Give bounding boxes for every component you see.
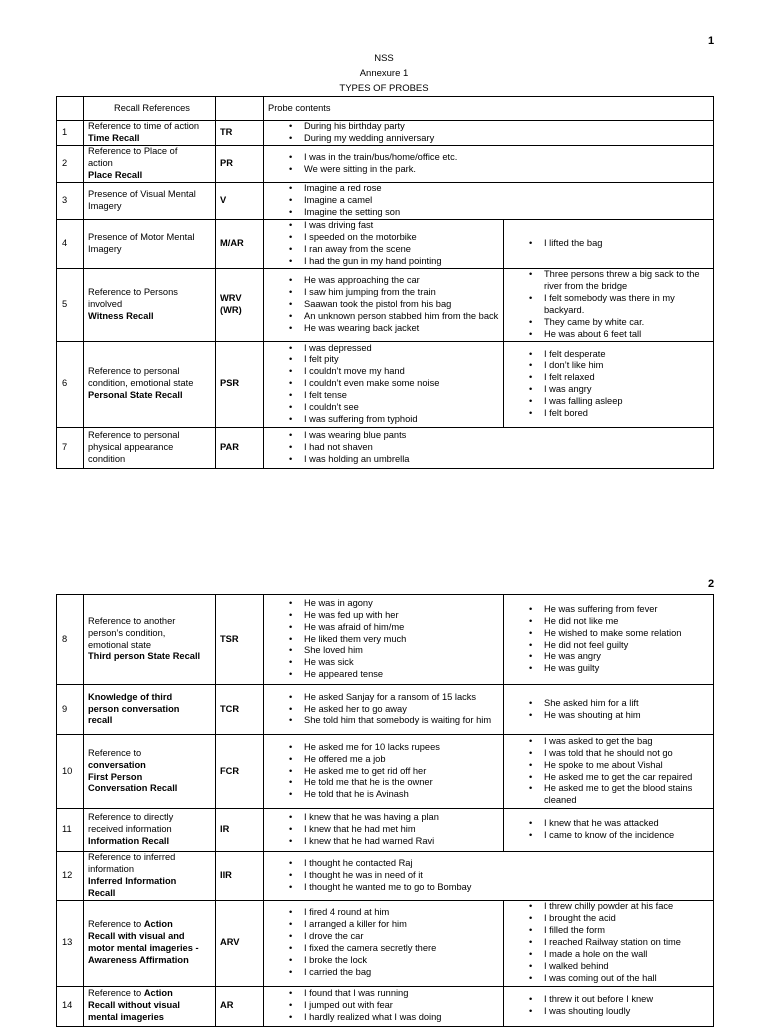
reference-line: Reference to (88, 747, 142, 758)
probe-item: • During my wedding anniversary (268, 133, 709, 145)
recall-code (216, 852, 264, 901)
probe-item: • I saw him jumping from the train (268, 287, 499, 299)
probe-item: • He was guilty (508, 663, 709, 675)
recall-code-line: (WR) (220, 304, 242, 315)
probe-item: • I had not shaven (268, 442, 709, 454)
recall-type-label: Recall (88, 887, 116, 898)
probe-item: • He spoke to me about Vishal (508, 760, 709, 772)
recall-code-line: FCR (220, 765, 240, 776)
reference-line: physical appearance (88, 441, 174, 452)
probe-item: • He asked me to get the car repaired (508, 772, 709, 784)
recall-code (216, 146, 264, 183)
table-row (57, 427, 714, 468)
reference-line (88, 988, 211, 1000)
reference-line: Reference to time of action (88, 121, 200, 132)
probe-contents-col2 (504, 268, 714, 341)
probe-item: • She loved him (268, 645, 499, 657)
recall-reference (84, 427, 216, 468)
reference-bold-text: Action (143, 919, 173, 930)
probe-contents-col2 (504, 809, 714, 852)
probe-item: • She asked him for a lift (508, 698, 709, 710)
recall-type-label: Recall without visual (88, 1000, 180, 1011)
recall-code-line: PR (220, 157, 233, 168)
recall-reference (84, 146, 216, 183)
recall-type-label: Conversation Recall (88, 783, 178, 794)
probe-contents-col1 (264, 900, 504, 986)
probe-item: • I felt relaxed (508, 372, 709, 384)
row-number: 7 (57, 427, 84, 468)
row-number: 14 (57, 986, 84, 1026)
recall-code-line: TSR (220, 633, 239, 644)
probe-item: • He asked her to go away (268, 704, 499, 716)
recall-type-label: Recall with visual and (88, 931, 185, 942)
probe-contents-col2 (504, 595, 714, 685)
probe-list (508, 736, 709, 807)
probes-table-2 (56, 594, 714, 1027)
probe-item: • I felt pity (268, 354, 499, 366)
probe-list (508, 818, 709, 842)
probe-item: • He was shouting at him (508, 710, 709, 722)
table-row (57, 268, 714, 341)
probe-item: • I knew that he had met him (268, 824, 499, 836)
probe-list (268, 152, 709, 176)
recall-code (216, 735, 264, 809)
table-row (57, 852, 714, 901)
table-row (57, 595, 714, 685)
probe-item: • I lifted the bag (508, 238, 709, 250)
reference-line: Reference to directly (88, 812, 174, 823)
recall-code (216, 219, 264, 268)
probe-item: • I fired 4 round at him (268, 907, 499, 919)
probe-item: • He offered me a job (268, 754, 499, 766)
recall-code-line: TCR (220, 703, 240, 714)
probe-contents-col1 (264, 852, 714, 901)
recall-type-label: Place Recall (88, 169, 143, 180)
probe-item: • I couldn’t see (268, 402, 499, 414)
probe-item: • He told me that he is the owner (268, 777, 499, 789)
recall-reference (84, 121, 216, 146)
reference-line: involved (88, 298, 123, 309)
recall-code (216, 595, 264, 685)
table-heading: TYPES OF PROBES (339, 83, 429, 94)
reference-line: Presence of Visual Mental (88, 188, 196, 199)
recall-code-line: AR (220, 1000, 234, 1011)
probe-item: • I thought he contacted Raj (268, 858, 709, 870)
probe-contents-col1 (264, 427, 714, 468)
recall-type-label: Information Recall (88, 835, 170, 846)
probe-list (268, 121, 709, 145)
probe-item: • I knew that he had warned Ravi (268, 836, 499, 848)
recall-type-label: motor mental imageries - (88, 943, 199, 954)
recall-code-line: WRV (220, 292, 242, 303)
recall-code (216, 685, 264, 735)
reference-line: Reference to personal (88, 429, 180, 440)
recall-type-label: person conversation (88, 703, 180, 714)
row-number: 13 (57, 900, 84, 986)
reference-line: information (88, 863, 134, 874)
probe-item: • I jumped out with fear (268, 1000, 499, 1012)
probe-item: • I was told that he should not go (508, 748, 709, 760)
page-number-2: 2 (708, 578, 715, 590)
recall-reference (84, 341, 216, 427)
probe-item: • I was falling asleep (508, 396, 709, 408)
probe-list (268, 692, 499, 728)
probe-item: • I was angry (508, 384, 709, 396)
reference-line: Reference to inferred (88, 852, 176, 862)
recall-code (216, 900, 264, 986)
reference-line: Reference to Place of (88, 146, 178, 156)
table-row (57, 146, 714, 183)
probe-item: • I ran away from the scene (268, 244, 499, 256)
probe-item: • I was suffering from typhoid (268, 414, 499, 426)
table-row (57, 809, 714, 852)
probe-list (268, 598, 499, 681)
row-number: 2 (57, 146, 84, 183)
reference-line: condition (88, 453, 126, 464)
recall-type-label: conversation (88, 759, 146, 770)
probe-contents-col1 (264, 219, 504, 268)
probe-item: • I arranged a killer for him (268, 919, 499, 931)
recall-type-label: Third person State Recall (88, 651, 201, 662)
probe-item: • I fixed the camera secretly there (268, 943, 499, 955)
probe-contents-col1 (264, 595, 504, 685)
probe-item: • He was fed up with her (268, 610, 499, 622)
probe-item: • I made a hole on the wall (508, 949, 709, 961)
probe-item: • I threw it out before I knew (508, 994, 709, 1006)
probe-item: • I was depressed (268, 343, 499, 355)
probe-item: • I was driving fast (268, 220, 499, 232)
probe-item: • He did not feel guilty (508, 640, 709, 652)
probe-item: • I drove the car (268, 931, 499, 943)
probe-item: • He was angry (508, 651, 709, 663)
reference-line: emotional state (88, 639, 152, 650)
probe-item: • Imagine the setting son (268, 207, 709, 219)
recall-code (216, 121, 264, 146)
recall-code-line: TR (220, 127, 233, 138)
probe-item: • I speeded on the motorbike (268, 232, 499, 244)
probe-item: • I thought he wanted me to go to Bombay (268, 882, 709, 894)
header-code-cell (216, 97, 264, 121)
probe-item: • Saawan took the pistol from his bag (268, 299, 499, 311)
probe-item: • I threw chilly powder at his face (508, 901, 709, 913)
probe-item: • He wished to make some relation (508, 628, 709, 640)
header-probe-contents: Probe contents (264, 97, 714, 121)
probe-item: • I knew that he was attacked (508, 818, 709, 830)
probe-contents-col2 (504, 735, 714, 809)
probe-item: • He told that he is Avinash (268, 789, 499, 801)
row-number: 3 (57, 182, 84, 219)
probe-contents-col2 (504, 986, 714, 1026)
probe-item: • He did not like me (508, 616, 709, 628)
probe-list (508, 901, 709, 984)
probe-list (508, 698, 709, 722)
probe-contents-col1 (264, 268, 504, 341)
probe-list (268, 275, 499, 335)
probe-contents-col2 (504, 900, 714, 986)
row-number: 9 (57, 685, 84, 735)
probe-item: • He was approaching the car (268, 275, 499, 287)
probe-item: • Imagine a red rose (268, 183, 709, 195)
probe-item: • I found that I was running (268, 988, 499, 1000)
probe-item: • I brought the acid (508, 913, 709, 925)
probe-list (268, 988, 499, 1024)
reference-line: Imagery (88, 243, 122, 254)
probe-contents-col2 (504, 219, 714, 268)
probe-list (268, 430, 709, 466)
probe-item: • He asked me to get rid off her (268, 766, 499, 778)
recall-reference (84, 268, 216, 341)
probe-item: • I carried the bag (268, 967, 499, 979)
header-recall-references: Recall References (84, 97, 216, 121)
probe-item: • I reached Railway station on time (508, 937, 709, 949)
probe-item: • He was about 6 feet tall (508, 329, 709, 341)
probe-contents-col1 (264, 146, 714, 183)
recall-code (216, 182, 264, 219)
probe-list (268, 343, 499, 426)
probe-contents-col1 (264, 341, 504, 427)
probe-item: • I thought he was in need of it (268, 870, 709, 882)
reference-line: action (88, 157, 113, 168)
probe-list (508, 349, 709, 420)
probe-item: • He asked Sanjay for a ransom of 15 lacks (268, 692, 499, 704)
reference-line: Imagery (88, 200, 122, 211)
recall-reference (84, 900, 216, 986)
recall-type-label: Personal State Recall (88, 390, 183, 401)
probe-contents-col2 (504, 685, 714, 735)
recall-type-label: Knowledge of third (88, 691, 173, 702)
recall-type-label: First Person (88, 771, 143, 782)
probe-item: • They came by white car. (508, 317, 709, 329)
probe-list (508, 238, 709, 250)
header-number-cell (57, 97, 84, 121)
reference-bold-text: Action (143, 988, 173, 999)
table-row (57, 219, 714, 268)
probe-item: • During his birthday party (268, 121, 709, 133)
recall-code (216, 268, 264, 341)
row-number: 6 (57, 341, 84, 427)
probe-item: • I felt somebody was there in my backyard. (508, 293, 709, 317)
probe-item: • I knew that he was having a plan (268, 812, 499, 824)
recall-reference (84, 219, 216, 268)
probe-item: • I was wearing blue pants (268, 430, 709, 442)
table-header-row (57, 97, 714, 121)
probe-item: • I was holding an umbrella (268, 454, 709, 466)
table-row (57, 685, 714, 735)
probe-item: • He was wearing back jacket (268, 323, 499, 335)
recall-type-label: Inferred Information (88, 875, 177, 886)
recall-reference (84, 735, 216, 809)
table-row (57, 986, 714, 1026)
probe-item: • Three persons threw a big sack to the river from the bridge (508, 269, 709, 293)
probe-item: • I walked behind (508, 961, 709, 973)
table-row (57, 735, 714, 809)
reference-line: condition, emotional state (88, 378, 194, 389)
reference-line: Presence of Motor Mental (88, 231, 195, 242)
probe-item: • I was coming out of the hall (508, 973, 709, 985)
probe-item: • I couldn’t move my hand (268, 366, 499, 378)
probe-contents-col1 (264, 809, 504, 852)
probe-item: • An unknown person stabbed him from the back (268, 311, 499, 323)
recall-code-line: IIR (220, 869, 232, 880)
probe-list (268, 742, 499, 802)
probe-contents-col1 (264, 735, 504, 809)
probe-item: • He was in agony (268, 598, 499, 610)
row-number: 1 (57, 121, 84, 146)
reference-line: person’s condition, (88, 627, 166, 638)
page-number-1: 1 (708, 35, 715, 47)
row-number: 4 (57, 219, 84, 268)
recall-code-line: PSR (220, 378, 240, 389)
recall-code-line: V (220, 194, 227, 205)
recall-reference (84, 685, 216, 735)
recall-code-line: IR (220, 824, 230, 835)
probe-contents-col1 (264, 685, 504, 735)
probe-item: • I couldn’t even make some noise (268, 378, 499, 390)
recall-code (216, 809, 264, 852)
probe-list (268, 812, 499, 848)
row-number: 10 (57, 735, 84, 809)
probe-list (508, 604, 709, 675)
recall-code (216, 427, 264, 468)
reference-line: Reference to Persons (88, 286, 178, 297)
probe-item: • I came to know of the incidence (508, 830, 709, 842)
row-number: 8 (57, 595, 84, 685)
probe-item: • He asked me for 10 lacks rupees (268, 742, 499, 754)
table-row (57, 182, 714, 219)
reference-text: Reference to (88, 919, 144, 930)
probe-list (508, 269, 709, 340)
annexure-label: Annexure 1 (359, 68, 409, 79)
recall-type-label: Witness Recall (88, 310, 154, 321)
table-row (57, 121, 714, 146)
recall-reference (84, 986, 216, 1026)
probe-item: • He was afraid of him/me (268, 622, 499, 634)
probe-item: • I felt desperate (508, 349, 709, 361)
probe-item: • I felt bored (508, 408, 709, 420)
recall-code-line: PAR (220, 441, 239, 452)
probe-item: • I don’t like him (508, 360, 709, 372)
probe-list (268, 858, 709, 894)
probe-item: • I was in the train/bus/home/office etc. (268, 152, 709, 164)
probe-item: • I was shouting loudly (508, 1006, 709, 1018)
probe-item: • I broke the lock (268, 955, 499, 967)
probe-contents-col1 (264, 121, 714, 146)
recall-reference (84, 595, 216, 685)
probe-item: • He asked me to get the blood stains cleaned (508, 783, 709, 807)
recall-reference (84, 809, 216, 852)
probe-contents-col2 (504, 341, 714, 427)
recall-reference (84, 182, 216, 219)
recall-type-label: mental imageries (88, 1012, 164, 1023)
reference-line: received information (88, 824, 172, 835)
row-number: 12 (57, 852, 84, 901)
probe-item: • He liked them very much (268, 634, 499, 646)
recall-reference (84, 852, 216, 901)
probe-list (268, 183, 709, 219)
recall-code (216, 986, 264, 1026)
probe-item: • She told him that somebody is waiting for him (268, 715, 499, 727)
reference-line: Reference to personal (88, 366, 180, 377)
probe-list (508, 994, 709, 1018)
table-row (57, 900, 714, 986)
recall-code-line: M/AR (220, 237, 244, 248)
probe-contents-col1 (264, 182, 714, 219)
probe-contents-col1 (264, 986, 504, 1026)
reference-line: Reference to another (88, 615, 176, 626)
probe-item: • I filled the form (508, 925, 709, 937)
probe-list (268, 220, 499, 268)
probe-item: • I was asked to get the bag (508, 736, 709, 748)
probe-item: • He was sick (268, 657, 499, 669)
probe-item: • I hardly realized what I was doing (268, 1012, 499, 1024)
probes-table-1 (56, 96, 714, 469)
row-number: 11 (57, 809, 84, 852)
reference-line (88, 919, 211, 931)
recall-type-label: Time Recall (88, 133, 140, 143)
row-number: 5 (57, 268, 84, 341)
probe-item: • He appeared tense (268, 669, 499, 681)
reference-text: Reference to (88, 988, 144, 999)
table-row (57, 341, 714, 427)
recall-type-label: recall (88, 715, 113, 726)
probe-item: • We were sitting in the park. (268, 164, 709, 176)
probe-item: • I felt tense (268, 390, 499, 402)
recall-type-label: Awareness Affirmation (88, 955, 189, 966)
probe-item: • Imagine a camel (268, 195, 709, 207)
probe-list (268, 907, 499, 978)
probe-item: • He was suffering from fever (508, 604, 709, 616)
probe-item: • I had the gun in my hand pointing (268, 256, 499, 268)
recall-code-line: ARV (220, 937, 240, 948)
recall-code (216, 341, 264, 427)
doc-title: NSS (374, 53, 394, 64)
